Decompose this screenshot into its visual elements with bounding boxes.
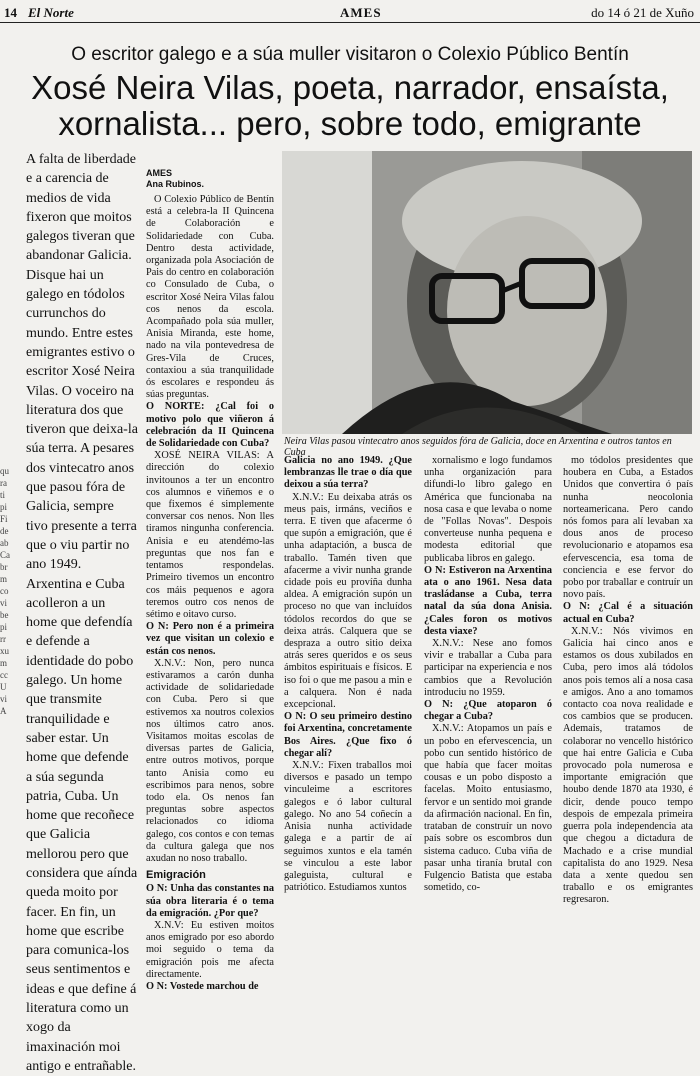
paragraph: X.N.V: Eu estiven moitos anos emigrado por eso abordo moi seguido o tema da emigración pois me afecta directamente. xyxy=(146,919,274,980)
intro-text: A falta de liberdade e a carencia de medios de vida fixeron que moitos galegos tiveran que abandonar Galicia. Disque hai un galego en tódolos currunchos do mundo. Entre estes emigrantes estivo o escritor Xosé Neira Vilas. O voceiro na literatura dos que tiveron que deixa-la súa terra. A pesares dos vintecatro anos que pasou fóra de Galicia, sempre tivo presente a terra que o viu partir no ano 1949. Arxentina e Cuba acolleron a un home que defendía e defende a identidade do pobo galego. Un home que transmite tranquilidade e saber estar. Un home que defende a súa segunda patria, Cuba. Un home que recoñece que Galicia mellorou pero que considera que aínda queda moito por facer. En fin, un home que escribe para comunica-los seus sentimentos e ideas e que define á literatura como un xogo da imaxinación moi antigo e entrañable. xyxy=(26,152,138,1074)
headline-line: xornalista... pero, sobre todo, emigrante xyxy=(58,105,642,142)
issue-date: do 14 ó 21 de Xuño xyxy=(591,5,694,20)
byline-section: AMES xyxy=(146,168,173,178)
byline-author: Ana Rubinos. xyxy=(146,179,204,189)
subheading: Emigración xyxy=(146,869,206,882)
paragraph: O Colexio Público de Bentín está a celebra-la II Quincena de Colaboración e Solidariedade con Cuba. Dentro desta actividade, organizada pola Asociación de Pais do centro en colaboración co Consulado de Cuba, o escritor Xosé Neira Vilas falou cos nenos da escola. Acompañado pola súa muller, Anisia Miranda, este home, nado na vila pontevedresa de Gres-Vila de Cruces, contaxiou a súa tranquilidade ós escolares e respondeu ás súas preguntas. xyxy=(146,194,274,401)
portrait-photo-svg xyxy=(282,151,692,434)
portrait-photo xyxy=(282,151,692,434)
interview-question: O N: ¿Que atoparon ó chegar a Cuba? xyxy=(424,699,552,723)
interview-question: O N: Unha das constantes na súa obra literaria é o tema da emigración. ¿Por que? xyxy=(146,883,274,919)
paragraph: X.N.V.: Eu deixaba atrás os meus pais, irmáns, veciños e terra. E tiven que afacerme ó que supón a emigración, que é unha adaptación, a busca de traballo. Tamén tiven que afacerme a vivir nunha grande cidade pois eu províña dunha aldea. A emigración supón un proceso no que van incluídos tódolos recordos do que se deixa atrás. Calquera que se despraza a outro sitio deixa atrás seres queridos e os seus ámbitos espirituais e físicos. E iso foi o que me pasou a min e a calquera. Non é nada excepcional. xyxy=(284,491,412,711)
interview-question: O N: Pero non é a primeira vez que visitan un colexio e están cos nenos. xyxy=(146,621,274,657)
section-name: AMES xyxy=(340,5,382,20)
kicker: O escritor galego e a súa muller visitaron o Colexio Público Bentín xyxy=(71,44,629,65)
headline xyxy=(0,70,700,142)
paragraph: X.N.V.: Nese ano fomos vivir e traballar a Cuba para participar na experiencia e nos cambios que a Revolución introduciu no 1959. xyxy=(424,638,552,698)
paragraph: X.N.V.: Non, pero nunca estivaramos a carón dunha actividade de solidariedade con Cuba. Pero si que estivemos xa noutros colexios nos últimos catro anos. Visitamos moitas escolas de diversas partes de Galicia, entre outros motivos, porque tanto Anisia como eu escribimos para nenos, sobre todo ela. Os nenos fan preguntas sobre aspectos relacionados co idioma galego, cos contos e con temas da cultura galega que nos axudan no noso traballo. xyxy=(146,657,274,864)
interview-question: O N: Vostede marchou de xyxy=(146,981,259,992)
headline-line: Xosé Neira Vilas, poeta, narrador, ensaísta, xyxy=(31,69,669,106)
paragraph: XOSÉ NEIRA VILAS: A dirección do colexio invitounos a ter un encontro cos alumnos e viñemos e o que fixemos é simplemente conversar cos nenos. Non lles tiramos ningunha conferencia. Anisia e eu atendémo-las preguntas que nos fan e tentamos respondelas. Primeiro tivemos un encontro cos máis pequenos e agora teremos outro cos nenos de sétimo e oitavo curso. xyxy=(146,450,274,620)
article-column-4 xyxy=(563,455,693,907)
article-column-2 xyxy=(284,455,412,894)
paper-logo: El Norte xyxy=(28,5,74,20)
photo-caption: Neira Vilas pasou vintecatro anos seguidos fóra de Galicia, doce en Arxentina e outros tantos en Cuba xyxy=(284,436,672,458)
paragraph: X.N.V.: Fixen traballos moi diversos e pasado un tempo vinculeime a escritores galegos e ó labor cultural galego. No ano 54 coñecín a Anisia nunha actividade galega e a partir de aí seguimos xuntos e ela tamén se vinculou a este labor galeguista, cultural e patriótico. Estudiamos xuntos xyxy=(284,760,412,894)
interview-question: O NORTE: ¿Cal foi o motivo polo que viñeron á celebración da II Quincena de Solidariedade con Cuba? xyxy=(146,401,274,450)
interview-question: Galicia no ano 1949. ¿Que lembranzas lle trae o día que deixou a súa terra? xyxy=(284,455,412,491)
paragraph: mo tódolos presidentes que houbera en Cuba, a Estados Unidos que convertira ó país nunha neocolonia norteamericana. Pero cando nós fomos para alí levaban xa dous anos de proceso revolucionario e atopamos esa efervescencia, esa toma de conciencia e ese fervor do pobo por traballar e contruír un novo país. xyxy=(563,455,693,601)
interview-question: O N: O seu primeiro destino foi Arxentina, concretamente Bos Aires. ¿Que fixo ó chegar alí? xyxy=(284,711,412,759)
page-header xyxy=(0,0,700,23)
adjacent-column-fragment: qu ra ti pi Fi de ab Ca br m co vi be pi rr xu m cc U vi A xyxy=(0,466,10,716)
article-column-1 xyxy=(146,168,274,993)
interview-question: O N: ¿Cal é a situación actual en Cuba? xyxy=(563,601,693,625)
article-column-3 xyxy=(424,455,552,894)
interview-question: O N: Estiveron na Arxentina ata o ano 1961. Nesa data trasládanse a Cuba, terra natal da súa dona Anisia. ¿Cales foron os motivos desta viaxe? xyxy=(424,564,552,637)
page-number: 14 xyxy=(4,5,17,20)
paragraph: X.N.V.: Nós vivimos en Galicia hai cinco anos e estamos os dous xubilados en Cuba, pero imos alá tódolos anos pois temos alí a nosa casa e amigos. Ano a ano tomamos contacto coa nova realidade e cos cambios que se producen. Ademais, tratamos de colaborar no vencello histórico que hai entre Galicia e Cuba provocado pola numerosa e importante emigración que houbo dende 1870 ata 1930, é dicir, dende pouco tempo despois de empezala primeira guerra pola independencia ata que chegou a dictadura de Machado e a crise mundial capitalista do ano 1929. Nesa data a xente quedou sen traballo e os emigrantes regresaron. xyxy=(563,625,693,906)
paragraph: X.N.V.: Atopamos un país e un pobo en efervescencia, un pobo cun sentido histórico de que había que facer moitas cousas e un pobo disposto a facelas. Moito entusiasmo, fervor e un sentido moi grande da afirmación nacional. En fin, trataban de construír un novo país sobre os escombros dun sistema caduco. Cuba viña de pasar unha tiranía brutal con Fulgencio Batista que estaba sometido, co- xyxy=(424,723,552,894)
paragraph: xornalismo e logo fundamos unha organización para difundi-lo libro galego en América que funcionaba na nosa casa e que levaba o nome de "Follas Novas". Despois converteuse nunha pequena e modesta editorial que publicaba libros en galego. xyxy=(424,455,552,564)
